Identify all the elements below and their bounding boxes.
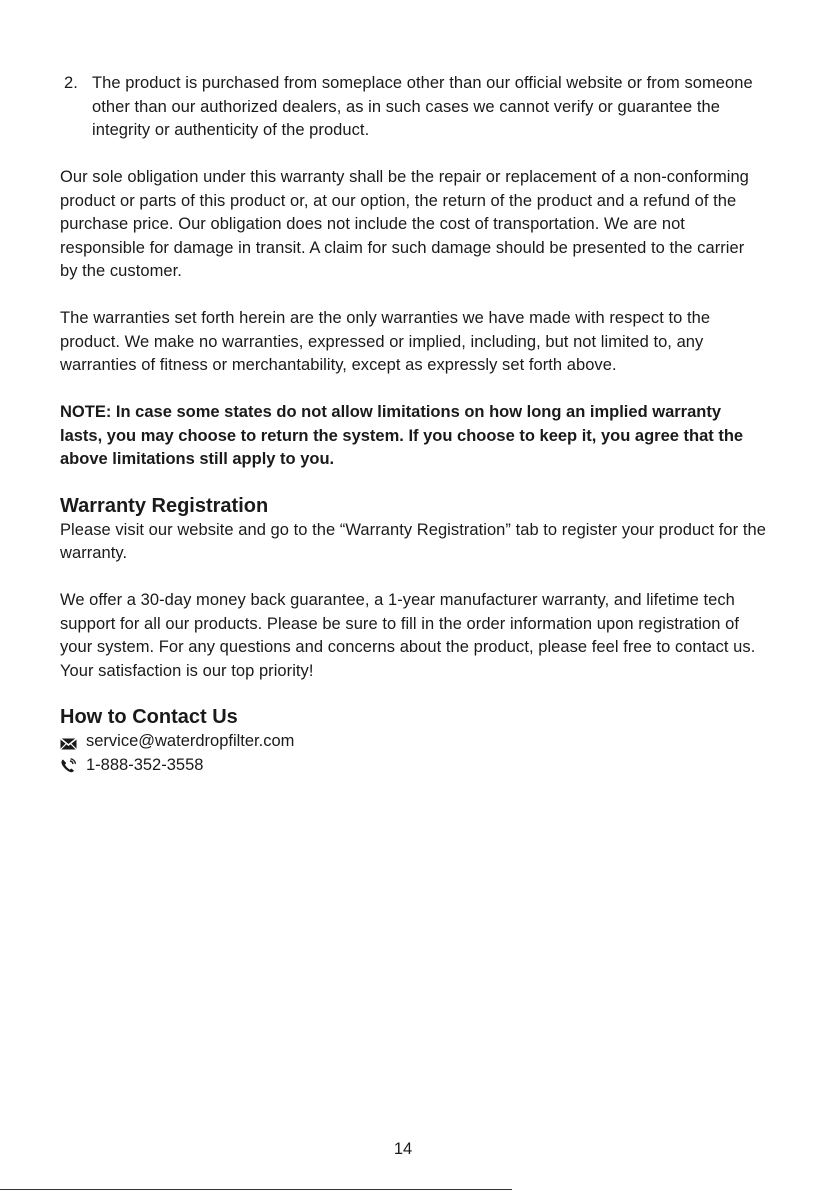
phone-icon <box>60 758 78 772</box>
list-item-text: The product is purchased from someplace other than our official website or from someone other than our authorized dealers, as in such cases we cannot verify or guarantee the integrity or authenticity of the product. <box>92 74 753 139</box>
warranty-registration-text: Please visit our website and go to the “Warranty Registration” tab to register your product for the warranty. <box>60 520 766 562</box>
warranty-registration-heading: Warranty Registration <box>60 494 269 517</box>
list-item <box>64 72 766 143</box>
note-paragraph: NOTE: In case some states do not allow limitations on how long an implied warranty lasts, you may choose to return the system. If you choose to keep it, you agree that the above limitations still apply to you. <box>60 403 744 468</box>
contact-phone <box>60 754 766 778</box>
paragraph-offer: We offer a 30-day money back guarantee, a 1-year manufacturer warranty, and lifetime tech support for all our products. Please be sure to fill in the order information upon registration of your system. For any questions and concerns about the product, please feel free to contact us. Your satisfaction is our top priority! <box>60 591 756 680</box>
contact-phone-text[interactable]: 1-888-352-3558 <box>86 755 204 774</box>
contact-email-text[interactable]: service@waterdropfilter.com <box>86 732 295 750</box>
document-page <box>60 72 766 777</box>
contact-heading: How to Contact Us <box>60 706 238 728</box>
envelope-icon <box>60 735 78 749</box>
contact-email <box>60 730 766 754</box>
page-number: 14 <box>393 1140 413 1158</box>
paragraph-warranties: The warranties set forth herein are the only warranties we have made with respect to the product. We make no warranties, expressed or implied, including, but not limited to, any warranties of fitness or merchantability, except as expressly set forth above. <box>60 309 711 374</box>
paragraph-obligation: Our sole obligation under this warranty shall be the repair or replacement of a non-conforming product or parts of this product or, at our option, the return of the product and a refund of the purchase price. Our obligation does not include the cost of transportation. We are not responsible for damage in transit. A claim for such damage should be presented to the carrier by the customer. <box>60 168 749 280</box>
list-item-number: 2. <box>64 74 78 92</box>
footer-rule <box>0 1189 512 1190</box>
